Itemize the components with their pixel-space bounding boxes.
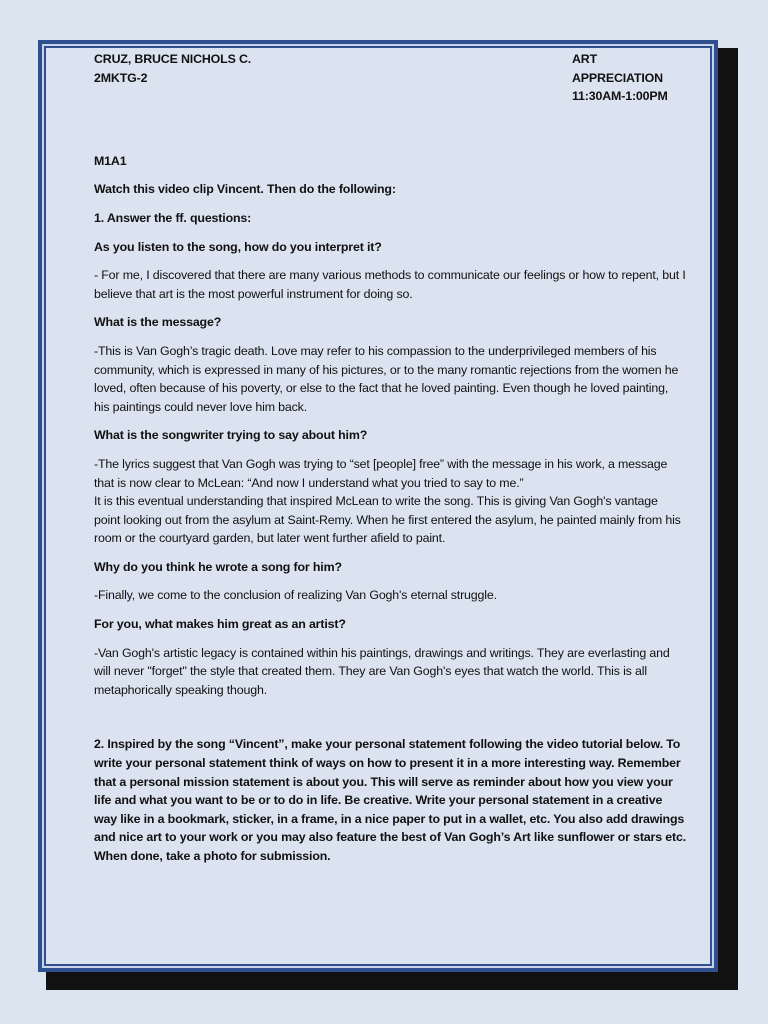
question-2: What is the message? <box>94 315 222 330</box>
header-right <box>572 50 686 106</box>
answer-2: -This is Van Gogh’s tragic death. Love may refer to his compassion to the underprivileged members of his community, which is expressed in many of his pictures, or to the many romantic rejections from the women he loved, often because of his poverty, or else to the fact that he loved painting. Even though he loved painting, his paintings could never love him back. <box>94 343 679 414</box>
part2-instructions: 2. Inspired by the song “Vincent”, make your personal statement following the video tutorial below. To write your personal statement think of ways on how to present it in a more interesting way. Remember that a personal mission statement is about you. This will serve as reminder about how you view your life and what you want to be or to do in life. Be creative. Write your personal statement in a creative way like in a bookmark, sticker, in a frame, in a nice paper to put in a wallet, etc. You also add drawings and nice art to your work or you may also feature the best of Van Gogh’s Art like sunflower or stars etc. When done, take a photo for submission. <box>94 737 686 863</box>
answer-5: -Van Gogh's artistic legacy is contained within his paintings, drawings and writings. They are everlasting and will never "forget" the style that created them. They are Van Gogh's eyes that watch the world. This is all metaphorically speaking though. <box>94 645 670 697</box>
answer-4: -Finally, we come to the conclusion of realizing Van Gogh's eternal struggle. <box>94 588 497 603</box>
document-content <box>94 50 686 866</box>
class-time: 11:30AM-1:00PM <box>572 89 668 104</box>
question-4: Why do you think he wrote a song for him? <box>94 559 342 574</box>
part1-heading: 1. Answer the ff. questions: <box>94 210 252 225</box>
student-name: CRUZ, BRUCE NICHOLS C. <box>94 52 252 66</box>
header-left <box>94 50 251 106</box>
question-3: What is the songwriter trying to say about him? <box>94 428 368 443</box>
instruction: Watch this video clip Vincent. Then do the following: <box>94 182 396 197</box>
course-name: ART APPRECIATION <box>572 52 663 85</box>
module-code: M1A1 <box>94 153 127 168</box>
document-header <box>94 50 686 106</box>
question-1: As you listen to the song, how do you interpret it? <box>94 239 382 254</box>
question-5: For you, what makes him great as an artist? <box>94 617 346 632</box>
student-section: 2MKTG-2 <box>94 70 148 85</box>
answer-3-continued: It is this eventual understanding that inspired McLean to write the song. This is giving Van Gogh's vantage point looking out from the asylum at Saint-Remy. When he first entered the asylum, he painted mainly from his room or the courtyard garden, but later went further afield to paint. <box>94 494 681 546</box>
answer-1: - For me, I discovered that there are many various methods to communicate our feelings or how to repent, but I believe that art is the most powerful instrument for doing so. <box>94 268 686 301</box>
document-page <box>38 40 718 972</box>
answer-3: -The lyrics suggest that Van Gogh was trying to “set [people] free” with the message in his work, a message that is now clear to McLean: “And now I understand what you tried to say to me.” <box>94 456 668 490</box>
